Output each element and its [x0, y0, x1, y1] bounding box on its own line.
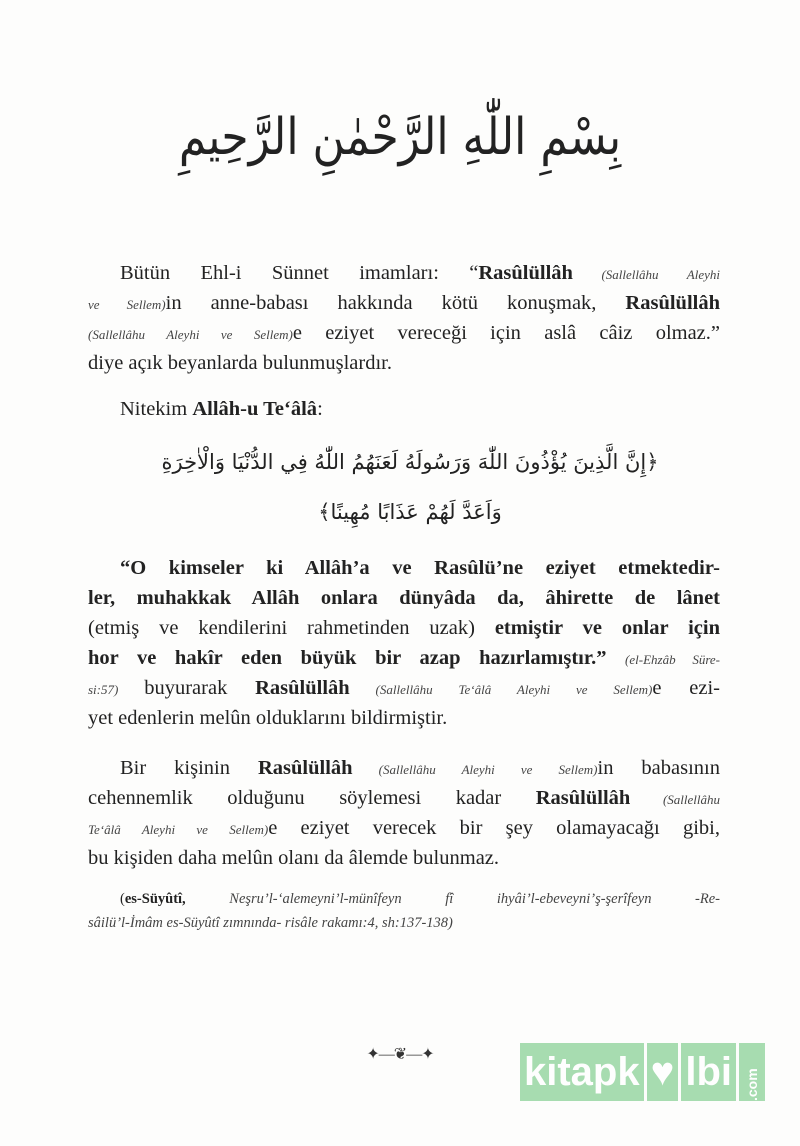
- bold-text: ler, muhakkak Allâh onlara dünyâda da, âhirette de lânet: [88, 587, 720, 609]
- quran-verse-line-2: وَاَعَدَّ لَهُمْ عَذَابًا مُهِينًا﴾: [318, 500, 502, 524]
- text-line: [88, 288, 720, 320]
- italic-note: (Sallellâhu Aleyhi ve Sellem): [352, 762, 598, 777]
- bold-text: etmiştir ve onlar için: [494, 617, 720, 639]
- bold-text: Allâh-u Te‘âlâ: [192, 398, 318, 420]
- text-line: [88, 753, 720, 785]
- text: yet edenlerin melûn olduklarını bildirmiştir.: [88, 707, 448, 729]
- text-line: [88, 613, 720, 643]
- text: diye açık beyanlarda bulunmuşlardır.: [88, 352, 392, 374]
- text-line: [88, 813, 720, 845]
- italic-note: Neşru’l-‘alemeyni’l-münîfeyn fî ihyâi’l-ebeveyni’ş-şerîfeyn -Re-: [185, 891, 720, 907]
- italic-note: sâilü’l-İmâm es-Süyûtî zımnında- risâle rakamı:4, sh:137-138): [88, 915, 453, 931]
- text: Bütün Ehl-i Sünnet imamları: “: [120, 262, 479, 284]
- text-line: [88, 394, 720, 424]
- text-line: [88, 583, 720, 613]
- italic-note: Te‘âlâ Aleyhi ve Sellem): [88, 822, 269, 837]
- bold-text: Rasûlüllâh: [478, 262, 573, 284]
- text: Nitekim: [120, 398, 193, 420]
- bold-text: Rasûlüllâh: [257, 757, 353, 779]
- text: (: [120, 891, 125, 907]
- basmala-calligraphy: بِسْمِ اللّٰهِ الرَّحْمٰنِ الرَّحِيمِ: [178, 108, 622, 167]
- bold-text: es-Süyûtî,: [124, 891, 186, 907]
- italic-note: si:57): [88, 682, 145, 697]
- text: e eziyet verecek bir şey olamayacağı gibi,: [268, 817, 720, 839]
- heart-icon: ♥: [647, 1043, 679, 1101]
- bold-text: hor ve hakîr eden büyük bir azap hazırlamıştır.”: [88, 647, 626, 669]
- text: cehennemlik olduğunu söylemesi kadar: [88, 787, 536, 809]
- text-line: [88, 673, 720, 705]
- text-line: [88, 258, 720, 290]
- text: e ezi-: [652, 677, 720, 699]
- bold-text: “O kimseler ki Allâh’a ve Rasûlü’ne eziyet etmektedir-: [120, 557, 720, 579]
- text-line: [88, 553, 720, 583]
- italic-note: ve Sellem): [88, 297, 166, 312]
- quran-verse-line-1: ﴿إِنَّ الَّذِينَ يُؤْذُونَ اللّٰهَ وَرَسُولَهُ لَعَنَهُمُ اللّٰهُ فِي الدُّنْيَا وَالْاٰخِرَةِ: [161, 450, 659, 474]
- text-line: [88, 703, 720, 733]
- text-line: [88, 783, 720, 815]
- bold-text: Rasûlüllâh: [535, 787, 631, 809]
- watermark-logo: [520, 1043, 768, 1101]
- text: (etmiş ve kendilerini rahmetinden uzak): [88, 617, 495, 639]
- ornament-divider: ✦—❦—✦: [366, 1046, 434, 1063]
- bold-text: Rasûlüllâh: [625, 292, 720, 314]
- text: in anne-babası hakkında kötü konuşmak,: [165, 292, 626, 314]
- text: e eziyet vereceği için aslâ câiz olmaz.”: [292, 322, 721, 344]
- text-line: [88, 348, 720, 378]
- text-line: [88, 643, 720, 675]
- text: in babasının: [597, 757, 720, 779]
- logo-part: lbi: [681, 1043, 736, 1101]
- text: Bir kişinin: [120, 757, 258, 779]
- bold-text: Rasûlüllâh: [255, 677, 350, 699]
- text: buyurarak: [144, 677, 256, 699]
- text-line: [88, 318, 720, 350]
- logo-part: .com: [739, 1043, 765, 1101]
- italic-note: (Sallellâhu Aleyhi ve Sellem): [88, 327, 293, 342]
- italic-note: (Sallellâhu Aleyhi: [572, 267, 720, 282]
- italic-note: (Sallellâhu: [630, 792, 720, 807]
- text: bu kişiden daha melûn olanı da âlemde bulunmaz.: [88, 847, 500, 869]
- italic-note: (Sallellâhu Te‘âlâ Aleyhi ve Sellem): [349, 682, 653, 697]
- logo-part: kitapk: [520, 1043, 644, 1101]
- text-line: [88, 843, 720, 873]
- text: :: [317, 398, 323, 420]
- citation-line: [88, 908, 720, 938]
- italic-note: (el-Ehzâb Süre-: [625, 652, 720, 667]
